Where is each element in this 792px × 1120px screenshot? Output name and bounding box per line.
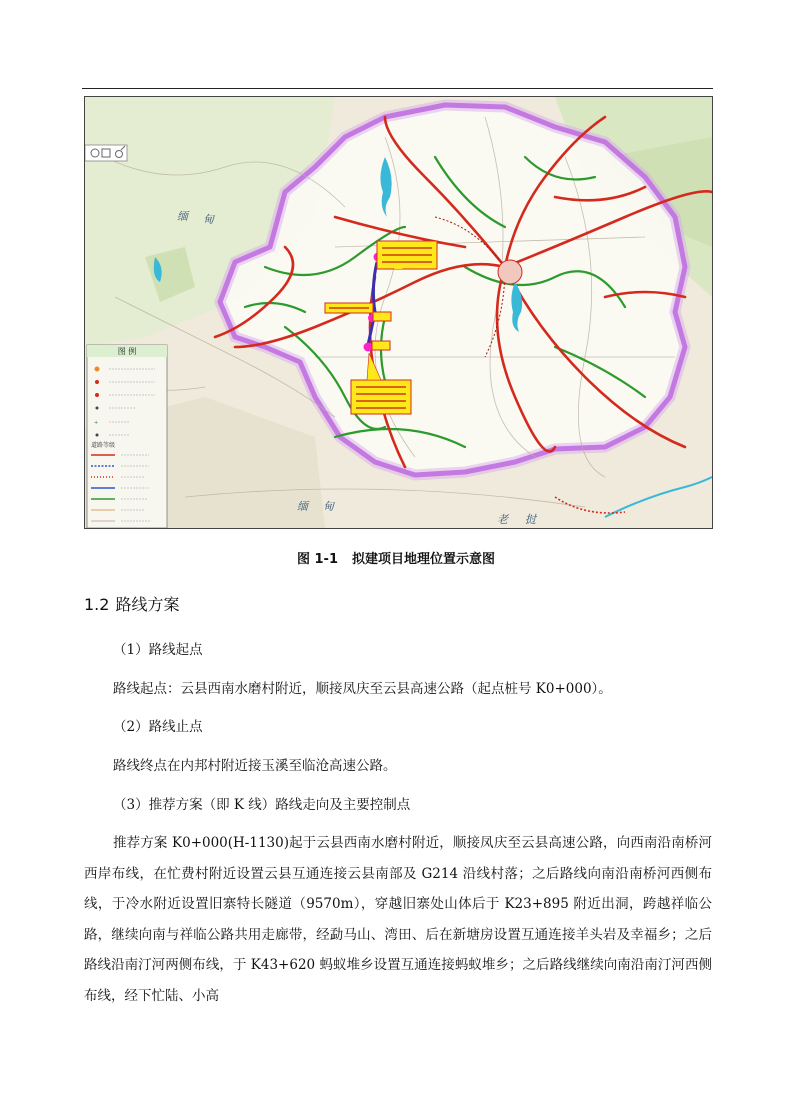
map-label-laos-1: 老 [497, 513, 508, 526]
legend-roads-title: 道路等级 [91, 442, 116, 449]
map-label-myanmar-2: 甸 [203, 213, 214, 226]
map-label-myanmar-1: 缅 [177, 210, 188, 223]
heading-end-point: （2）路线止点 [113, 719, 203, 735]
paragraph-start-point: 路线起点：云县西南水磨村附近，顺接凤庆至云县高速公路（起点桩号 K0+000）。 [113, 681, 612, 697]
map-graphic [85, 97, 712, 528]
legend-title: 图 例 [117, 347, 137, 356]
header-rule [82, 88, 713, 89]
heading-start-point: （1）路线起点 [113, 642, 203, 658]
heading-recommended-route: （3）推荐方案（即 K 线）路线走向及主要控制点 [113, 797, 411, 813]
figure-caption [0, 548, 792, 567]
section-title: 路线方案 [115, 595, 180, 614]
svg-text:+: + [94, 420, 99, 426]
section-number: 1.2 [84, 595, 110, 614]
figure-number: 图 1-1 [296, 552, 338, 567]
section-heading [84, 592, 179, 615]
map-label-myanmar-4: 甸 [323, 500, 334, 513]
paragraph-end-point: 路线终点在内邦村附近接玉溪至临沧高速公路。 [113, 758, 397, 774]
figure-title: 拟建项目地理位置示意图 [352, 552, 496, 567]
map-toolbar [85, 145, 127, 161]
map-label-laos-2: 挝 [525, 513, 536, 526]
location-map [84, 96, 713, 529]
paragraph-recommended-route: 推荐方案 K0+000(H-1130)起于云县西南水磨村附近，顺接凤庆至云县高速公路，向西南沿南桥河西岸布线，在忙费村附近设置云县互通连接云县南部及 G214 沿线村落；之后路线向南沿南桥河西侧布线，于冷水附近设置旧寨特长隧道（9570m），穿越旧寨处山体后于 K23+895 附近出洞，跨越祥临公路，继续向南与祥临公路共用走廊带，经勐马山、湾田、后在新塘房设置互通连接羊头岩及幸福乡；之后路线沿南汀河两侧布线，于 K43+620 蚂蚁堆乡设置互通连接蚂蚁堆乡；之后路线继续向南沿南汀河西侧布线，经下忙陆、小高 [84, 835, 712, 1004]
map-label-myanmar-3: 缅 [297, 500, 308, 513]
map-legend [87, 345, 167, 528]
